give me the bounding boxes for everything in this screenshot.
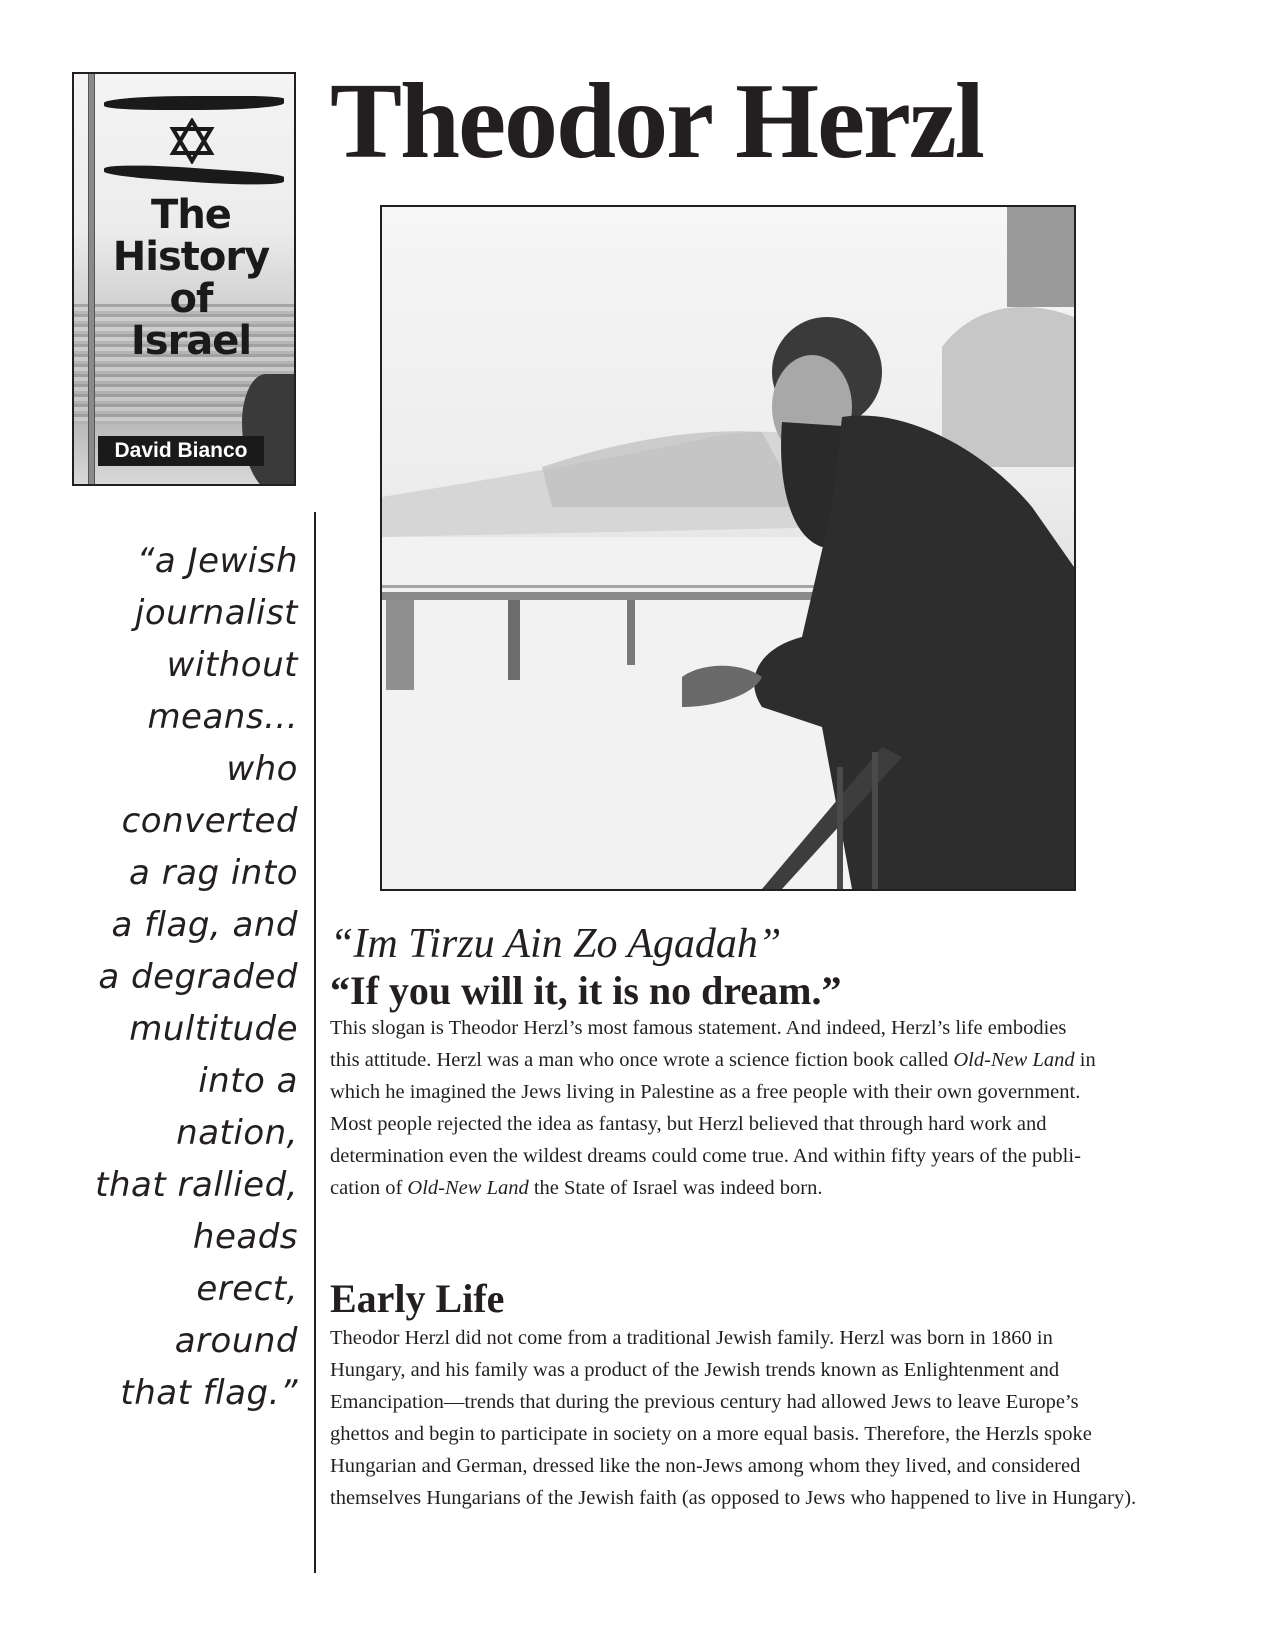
paragraph-line (330, 1076, 1210, 1108)
photo-river (382, 537, 842, 889)
pull-quote-line: multitude (129, 1009, 298, 1049)
paragraph-line: ghettos and begin to participate in society on a more equal basis. Therefore, the Herzls spoke (330, 1423, 1092, 1445)
photo-hillside (542, 431, 802, 507)
cover-author: David Bianco (98, 436, 264, 466)
pull-quote-line: journalist (134, 593, 298, 633)
pull-quote-line: into a (198, 1061, 298, 1101)
pull-quote-line: without (166, 645, 298, 685)
pull-quote-line: heads (192, 1217, 298, 1257)
star-of-david-icon (169, 118, 215, 164)
cover-flag-stripe-bottom (104, 162, 284, 189)
pull-quote-line: that rallied, (95, 1165, 298, 1205)
cover-title-line: Israel (130, 318, 252, 364)
cover-title-line: of (169, 276, 213, 322)
paragraph-line: Hungarian and German, dressed like the non-Jews among whom they lived, and considered (330, 1455, 1081, 1477)
portrait-photo (380, 205, 1076, 891)
photo-bridge-rail (382, 585, 842, 588)
paragraph-line: Hungary, and his family was a product of the Jewish trends known as Enlightenment and (330, 1359, 1060, 1381)
photo-tower (1007, 207, 1074, 307)
slogan-english-heading: “If you will it, it is no dream.” (330, 968, 842, 1013)
cover-title (94, 194, 288, 362)
photo-bridge-deck (382, 592, 842, 600)
book-title-italic: Old-New Land (407, 1177, 529, 1199)
pull-quote-line: nation, (176, 1113, 298, 1153)
pull-quote-line: converted (121, 801, 298, 841)
book-title-italic: Old-New Land (953, 1049, 1075, 1071)
intro-paragraph (330, 1012, 1210, 1204)
text-run: this attitude. Herzl was a man who once wrote a science fiction book called (330, 1049, 954, 1071)
paragraph-line: Theodor Herzl did not come from a traditional Jewish family. Herzl was born in 1860 in (330, 1327, 1053, 1349)
text-run: in (1074, 1049, 1096, 1071)
pull-quote-line: that flag.” (120, 1373, 298, 1413)
book-cover (72, 72, 296, 486)
pull-quote-line: around (174, 1321, 298, 1361)
cover-title-line: History (112, 234, 270, 280)
cover-title-line: The (151, 192, 231, 238)
early-life-heading: Early Life (330, 1276, 505, 1321)
photo-bridge-pier (508, 600, 520, 680)
paragraph-line: Emancipation—trends that during the previous century had allowed Jews to leave Europe’s (330, 1391, 1079, 1413)
column-divider (314, 512, 316, 1573)
paragraph-line (330, 1172, 1210, 1204)
text-run: This slogan is Theodor Herzl’s most famous statement. And indeed, Herzl’s life embodies (330, 1017, 1067, 1039)
early-life-paragraph (330, 1322, 1210, 1514)
slogan-hebrew-heading: “Im Tirzu Ain Zo Agadah” (330, 921, 782, 967)
photo-railing-post (837, 767, 843, 889)
paragraph-line (330, 1108, 1210, 1140)
text-run: determination even the wildest dreams could come true. And within fifty years of the publi- (330, 1145, 1081, 1167)
photo-town (942, 307, 1074, 467)
cover-flag-stripe-top (104, 96, 284, 110)
pull-quote-line: who (226, 749, 298, 789)
pull-quote-line: means... (147, 697, 298, 737)
pull-quote-line: a flag, and (111, 905, 298, 945)
text-run: Most people rejected the idea as fantasy, but Herzl believed that through hard work and (330, 1113, 1047, 1135)
photo-railing-post (872, 752, 878, 889)
text-run: the State of Israel was indeed born. (528, 1177, 823, 1199)
paragraph-line (330, 1044, 1210, 1076)
paragraph-line (330, 1140, 1210, 1172)
photo-bridge-pier (627, 600, 635, 665)
paragraph-line (330, 1012, 1210, 1044)
text-run: which he imagined the Jews living in Palestine as a free people with their own government. (330, 1081, 1081, 1103)
pull-quote-line: a degraded (98, 957, 298, 997)
text-run: cation of (330, 1177, 408, 1199)
pull-quote-line: “a Jewish (136, 541, 298, 581)
cover-rock (242, 374, 296, 486)
photo-illustration (382, 207, 1074, 889)
pull-quote-line: a rag into (129, 853, 298, 893)
paragraph-line: themselves Hungarians of the Jewish faith (as opposed to Jews who happened to live in Hungary). (330, 1487, 1137, 1509)
photo-left-bank (386, 600, 414, 690)
pull-quote-line: erect, (196, 1269, 298, 1309)
page-title: Theodor Herzl (330, 62, 983, 181)
pull-quote (60, 535, 298, 1419)
